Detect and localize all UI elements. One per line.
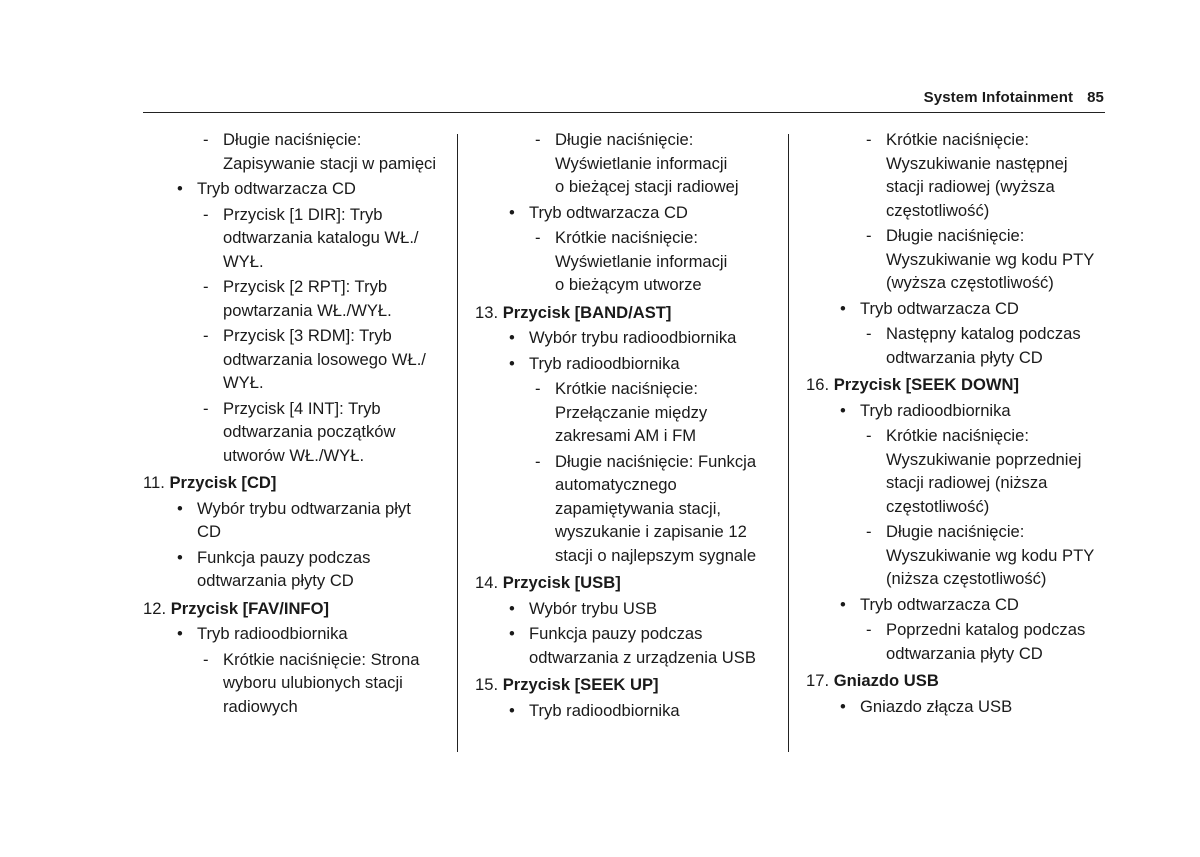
text-line: Długie naciśnięcie:: [886, 522, 1025, 541]
section-heading: [806, 373, 1094, 397]
dash-item: [475, 226, 756, 297]
section-number: 11.: [143, 473, 165, 492]
bullet-item: [143, 622, 436, 646]
section-heading: [143, 471, 436, 495]
text-line: odtwarzania z urządzenia USB: [529, 647, 756, 667]
section-heading: [806, 669, 1094, 693]
section-number: 15.: [475, 675, 499, 694]
bullet-item: [143, 497, 436, 544]
text-line: odtwarzania płyty CD: [886, 347, 1043, 367]
text-line: Wybór trybu radioodbiornika: [529, 328, 737, 347]
text-line: odtwarzania początków: [223, 422, 396, 441]
section-heading: [475, 673, 756, 697]
dash-marker: -: [866, 620, 872, 639]
dash-marker: -: [203, 130, 209, 149]
dash-item: [143, 128, 436, 175]
text-line: Tryb radioodbiornika: [860, 400, 1011, 420]
text-line: odtwarzania losowego WŁ./: [223, 349, 426, 369]
text-line: Funkcja pauzy podczas: [197, 547, 371, 567]
text-line: częstotliwość): [886, 496, 990, 516]
dash-marker: -: [535, 228, 541, 247]
bullet-marker: •: [177, 547, 183, 567]
text-line: utworów WŁ./WYŁ.: [223, 445, 365, 465]
text-line: Funkcja pauzy podczas: [529, 624, 703, 643]
bullet-marker: •: [840, 298, 846, 318]
text-line: Wybór trybu USB: [529, 598, 658, 618]
text-line: Wyświetlanie informacji: [555, 153, 728, 173]
text-line: Wyświetlanie informacji: [555, 251, 728, 271]
bullet-item: [143, 177, 436, 201]
page-number: 85: [1087, 89, 1104, 106]
text-line: powtarzania WŁ./WYŁ.: [223, 300, 392, 320]
text-line: (niższa częstotliwość): [886, 569, 1047, 588]
dash-item: [806, 618, 1094, 665]
text-line: Następny katalog podczas: [886, 324, 1081, 343]
text-line: odtwarzania katalogu WŁ./: [223, 228, 419, 247]
bullet-marker: •: [177, 498, 183, 518]
dash-marker: -: [866, 426, 872, 445]
text-line: radiowych: [223, 696, 298, 716]
dash-marker: -: [535, 130, 541, 149]
text-line: Przycisk [2 RPT]: Tryb: [223, 277, 388, 296]
dash-item: [143, 324, 436, 395]
column-3: [806, 128, 1094, 718]
dash-marker: -: [535, 451, 541, 471]
text-line: WYŁ.: [223, 373, 264, 392]
section-label: Przycisk [CD]: [169, 473, 277, 492]
text-line: wyszukanie i zapisanie 12: [555, 522, 747, 541]
text-line: Długie naciśnięcie:: [555, 130, 694, 149]
section-number: 13.: [475, 302, 499, 322]
bullet-marker: •: [840, 594, 846, 614]
section-label: Przycisk [SEEK UP]: [502, 675, 659, 694]
text-line: Wyszukiwanie następnej: [886, 153, 1068, 173]
bullet-item: [475, 201, 756, 225]
text-line: Przycisk [4 INT]: Tryb: [223, 398, 381, 418]
dash-item: [475, 377, 756, 448]
dash-item: [143, 397, 436, 468]
section-label: Gniazdo USB: [833, 671, 939, 690]
dash-item: [806, 424, 1094, 518]
text-line: Tryb odtwarzacza CD: [860, 298, 1019, 318]
dash-marker: -: [203, 398, 209, 418]
section-number: 12.: [143, 598, 167, 618]
text-line: (wyższa częstotliwość): [886, 273, 1054, 292]
bullet-marker: •: [840, 400, 846, 420]
text-line: zakresami AM i FM: [555, 426, 697, 445]
text-line: stacji radiowej (wyższa: [886, 177, 1055, 196]
bullet-item: [806, 297, 1094, 321]
dash-marker: -: [203, 277, 209, 296]
text-line: Wyszukiwanie wg kodu PTY: [886, 545, 1095, 565]
bullet-item: [475, 326, 756, 350]
text-line: zapamiętywania stacji,: [555, 498, 722, 518]
dash-marker: -: [203, 649, 209, 669]
dash-marker: -: [203, 204, 209, 224]
bullet-marker: •: [509, 328, 515, 347]
section-number: 16.: [806, 375, 830, 394]
text-line: Tryb odtwarzacza CD: [860, 594, 1019, 614]
column-divider-1: [457, 134, 458, 752]
text-line: Wyszukiwanie poprzedniej: [886, 449, 1082, 469]
text-line: automatycznego: [555, 475, 677, 494]
text-line: Przełączanie między: [555, 402, 708, 422]
header-title: System Infotainment: [923, 89, 1074, 106]
section-label: Przycisk [USB]: [502, 573, 621, 592]
running-header: [924, 89, 1104, 106]
dash-marker: -: [866, 226, 872, 245]
section-heading: [475, 301, 756, 325]
text-line: Przycisk [1 DIR]: Tryb: [223, 204, 383, 224]
bullet-item: [143, 546, 436, 593]
dash-marker: -: [866, 324, 872, 343]
dash-marker: -: [866, 522, 872, 541]
dash-item: [806, 224, 1094, 295]
text-line: Tryb odtwarzacza CD: [197, 179, 356, 198]
dash-item: [143, 203, 436, 274]
bullet-marker: •: [177, 179, 183, 198]
text-line: Przycisk [3 RDM]: Tryb: [223, 326, 392, 345]
dash-marker: -: [203, 326, 209, 345]
text-line: stacji radiowej (niższa: [886, 473, 1048, 492]
dash-item: [806, 128, 1094, 222]
section-number: 17.: [806, 671, 830, 690]
text-line: Wybór trybu odtwarzania płyt: [197, 498, 411, 518]
bullet-item: [806, 695, 1094, 719]
dash-item: [475, 128, 756, 199]
bullet-marker: •: [509, 353, 515, 373]
text-line: częstotliwość): [886, 200, 990, 220]
dash-item: [143, 648, 436, 719]
column-2: [475, 128, 756, 722]
bullet-item: [475, 622, 756, 669]
text-line: Poprzedni katalog podczas: [886, 620, 1086, 639]
text-line: Długie naciśnięcie:: [223, 130, 362, 149]
section-heading: [143, 597, 436, 621]
dash-item: [806, 520, 1094, 591]
column-1: [143, 128, 436, 718]
text-line: Tryb odtwarzacza CD: [529, 202, 688, 222]
text-line: Tryb radioodbiornika: [197, 624, 348, 643]
bullet-marker: •: [509, 202, 515, 222]
header-rule: [143, 112, 1105, 113]
text-line: CD: [197, 522, 221, 541]
text-line: o bieżącej stacji radiowej: [555, 177, 739, 196]
bullet-item: [806, 593, 1094, 617]
bullet-item: [475, 352, 756, 376]
section-label: Przycisk [BAND/AST]: [502, 302, 672, 322]
text-line: Krótkie naciśnięcie: Strona: [223, 649, 420, 669]
text-line: Krótkie naciśnięcie:: [555, 228, 698, 247]
bullet-item: [475, 699, 756, 723]
text-line: Długie naciśnięcie: Funkcja: [555, 451, 757, 471]
text-line: Wyszukiwanie wg kodu PTY: [886, 249, 1095, 269]
text-line: WYŁ.: [223, 251, 264, 271]
dash-item: [143, 275, 436, 322]
text-line: o bieżącym utworze: [555, 275, 702, 294]
text-line: Zapisywanie stacji w pamięci: [223, 153, 437, 173]
dash-marker: -: [535, 379, 541, 398]
bullet-marker: •: [509, 700, 515, 720]
section-number: 14.: [475, 573, 499, 592]
text-line: odtwarzania płyty CD: [886, 643, 1043, 663]
text-line: Tryb radioodbiornika: [529, 353, 680, 373]
bullet-item: [806, 399, 1094, 423]
text-line: wyboru ulubionych stacji: [223, 673, 403, 692]
text-line: Krótkie naciśnięcie:: [886, 426, 1029, 445]
dash-item: [806, 322, 1094, 369]
text-line: Krótkie naciśnięcie:: [886, 130, 1029, 149]
text-line: Tryb radioodbiornika: [529, 700, 680, 720]
bullet-marker: •: [509, 624, 515, 643]
text-line: Długie naciśnięcie:: [886, 226, 1025, 245]
dash-marker: -: [866, 130, 872, 149]
dash-item: [475, 450, 756, 568]
bullet-marker: •: [177, 624, 183, 643]
bullet-marker: •: [509, 598, 515, 618]
text-line: odtwarzania płyty CD: [197, 571, 354, 590]
bullet-marker: •: [840, 696, 846, 716]
section-label: Przycisk [FAV/INFO]: [170, 598, 329, 618]
text-line: stacji o najlepszym sygnale: [555, 545, 757, 565]
section-heading: [475, 571, 756, 595]
column-divider-2: [788, 134, 789, 752]
section-label: Przycisk [SEEK DOWN]: [833, 375, 1020, 394]
text-line: Gniazdo złącza USB: [860, 696, 1013, 716]
bullet-item: [475, 597, 756, 621]
text-line: Krótkie naciśnięcie:: [555, 379, 698, 398]
